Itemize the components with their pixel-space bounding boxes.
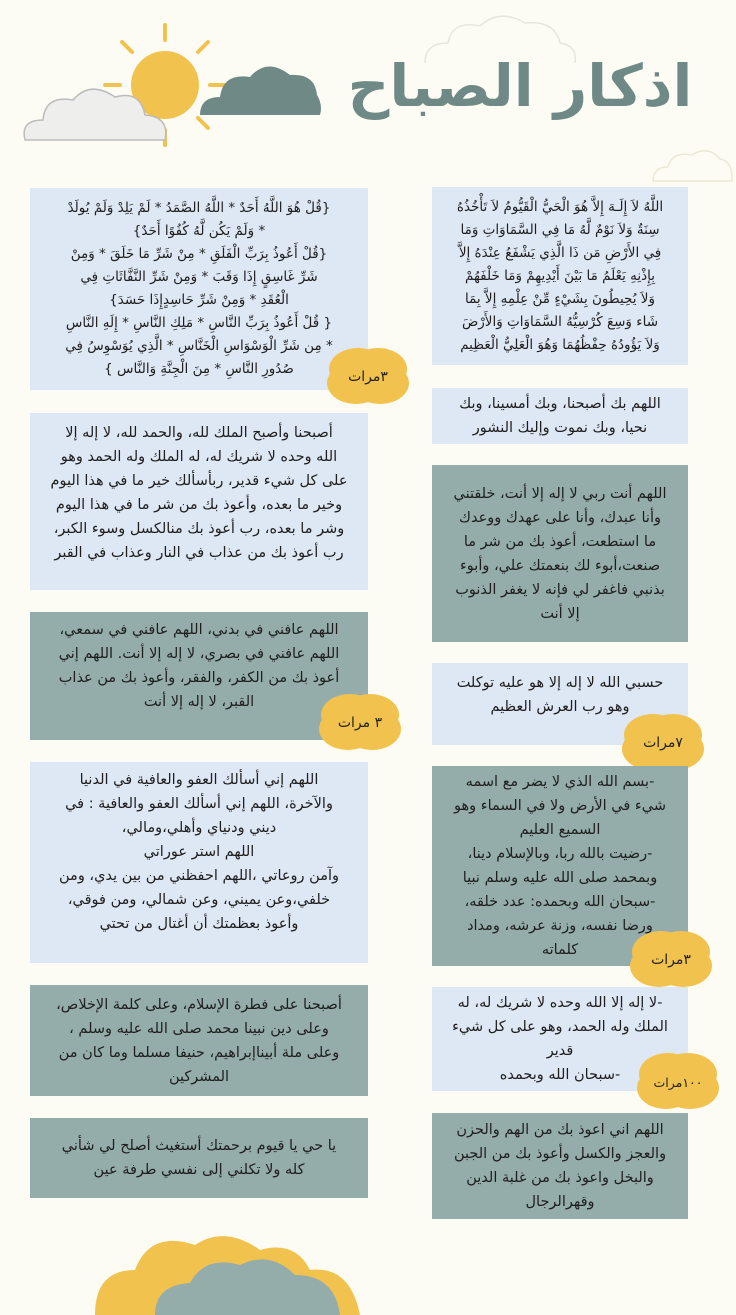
repeat-badge: ٣ مرات [327, 698, 393, 748]
repeat-badge: ١٠٠مرات [645, 1057, 711, 1107]
dhikr-card [30, 188, 368, 390]
dhikr-card [432, 187, 688, 365]
dhikr-text: اللهم أنت ربي لا إله إلا أنت، خلقتني وأنا عبدك، وأنا على عهدك ووعدك ما استطعت، أعوذ بك من شر ما صنعت،أبوء لك بنعمتك علي، وأبوء بذنبي فاغفر لي فإنه لا يغفر الذنوب إلا أنت [453, 485, 667, 622]
dhikr-card [30, 612, 368, 740]
dhikr-text: أصبحنا على فطرة الإسلام، وعلى كلمة الإخلاص، وعلى دين نبينا محمد صلى الله عليه وسلم ، وعلى ملة أبيناإبراهيم، حنيفا مسلما وما كان من المشركين [56, 996, 342, 1085]
repeat-badge: ٣مرات [638, 935, 704, 985]
page-title: اذكار الصباح [347, 52, 693, 120]
repeat-badge: ٣مرات [335, 352, 401, 402]
dhikr-card [432, 388, 688, 444]
dhikr-text: يا حي يا قيوم برحمتك أستغيث أصلح لي شأني كله ولا تكلني إلى نفسي طرفة عين [61, 1138, 337, 1178]
dhikr-card [30, 762, 368, 963]
dhikr-text: أصبحنا وأصبح الملك لله، والحمد لله، لا إله إلا الله وحده لا شريك له، له الملك وله الحمد وهو على كل شيء قدير، ربأسألك خير ما في هذا اليوم وخير ما بعده، وأعوذ بك من شر ما في هذا اليوم وشر ما بعده، رب أعوذ بك منالكسل وسوء الكبر، رب أعوذ بك من عذاب في النار وعذاب في القبر [50, 425, 348, 561]
dhikr-text: اللهم بك أصبحنا، وبك أمسينا، وبك نحيا، وبك نموت وإليك النشور [459, 396, 661, 436]
cloud-icon [15, 75, 175, 145]
dhikr-text: اللَّهُ لاَ إِلَـهَ إِلاَّ هُوَ الْحَيُّ الْقَيُّومُ لاَ تَأْخُذُهُ سِنَةٌ وَلاَ نَوْمٌ لَّهُ مَا فِي السَّمَاوَاتِ وَمَا فِي الأَرْضِ مَن ذَا الَّذِي يَشْفَعُ عِنْدَهُ إِلاَّ بِإِذْنِهِ يَعْلَمُ مَا بَيْنَ أَيْدِيهِمْ وَمَا خَلْفَهُمْ وَلاَ يُحِيطُونَ بِشَيْءٍ مِّنْ عِلْمِهِ إِلاَّ بِمَا شَاء وَسِعَ كُرْسِيُّهُ السَّمَاوَاتِ وَالأَرْضَ وَلاَ يَؤُودُهُ حِفْظُهُمَا وَهُوَ الْعَلِيُّ الْعَظِيم [456, 198, 664, 353]
dhikr-text: {قُلْ هُوَ اللَّهُ أَحَدٌ * اللَّهُ الصَّمَدُ * لَمْ يَلِدْ وَلَمْ يُولَدْ * وَلَمْ يَكُن لَّهُ كُفُوًا أَحَدٌ} {قُلْ أَعُوذُ بِرَبِّ الْفَلَقِ * مِنْ شَرِّ مَا خَلَقَ * وَمِنْ شَرِّ غَاسِقٍ إِذَا وَقَبَ * وَمِنْ شَرِّ النَّفَّاثَاتِ فِي الْعُقَدِ * وَمِنْ شَرِّ حَاسِدٍإِذَا حَسَدَ} { قُلْ أَعُوذُ بِرَبِّ النَّاسِ * مَلِكِ النَّاسِ * إِلَهِ النَّاسِ * مِن شَرِّ الْوَسْوَاسِ الْخَنَّاسِ * الَّذِي يُوَسْوِسُ فِي صُدُورِ النَّاسِ * مِنَ الْجِنَّةِ وَالنَّاس } [65, 200, 333, 377]
dhikr-text: اللهم إني أسألك العفو والعافية في الدنيا والآخرة، اللهم إني أسألك العفو والعافية : في ديني ودنياي وأهلي،ومالي، اللهم استر عوراتي وآمن روعاتي ،اللهم احفظني من بين يدي، ومن خلفي،وعن يميني، وعن شمالي، ومن فوقي، وأعوذ بعظمتك أن أغتال من تحتي [59, 772, 339, 932]
dhikr-text: اللهم عافني في بدني، اللهم عافني في سمعي، اللهم عافني في بصري، لا إله إلا أنت. اللهم إني أعوذ بك من الكفر، والفقر، وأعوذ بك من عذاب القبر، لا إله إلا أنت [58, 622, 340, 710]
dhikr-card [432, 465, 688, 642]
cloud-outline-icon [650, 145, 735, 185]
dhikr-text: -بسم الله الذي لا يضر مع اسمه شيء في الأرض ولا في السماء وهو السميع العليم -رضيت بالله ربا، وبالإسلام دينا، وبمحمد صلى الله عليه وسلم نبيا -سبحان الله وبحمده: عدد خلقه، ورضا نفسه، وزنة عرشه، ومداد كلماته [454, 774, 666, 958]
dhikr-text: اللهم اني اعوذ بك من الهم والحزن والعجز والكسل وأعوذ بك من الجبن والبخل واعوذ بك من غلبة الدين وقهرالرجال [453, 1122, 667, 1210]
dhikr-text: -لا إله إلا الله وحده لا شريك له، له الملك وله الحمد، وهو على كل شيء قدير -سبحان الله وبحمده [452, 995, 668, 1083]
repeat-badge: ٧مرات [630, 718, 696, 768]
dhikr-card [30, 985, 368, 1096]
dhikr-text: حسبي الله لا إله إلا هو عليه توكلت وهو رب العرش العظيم [456, 675, 664, 715]
dhikr-card [30, 1118, 368, 1198]
dhikr-card [432, 766, 688, 966]
cloud-icon [95, 1225, 395, 1315]
dhikr-card [432, 1113, 688, 1219]
cloud-icon [195, 55, 325, 120]
dhikr-card [30, 413, 368, 590]
